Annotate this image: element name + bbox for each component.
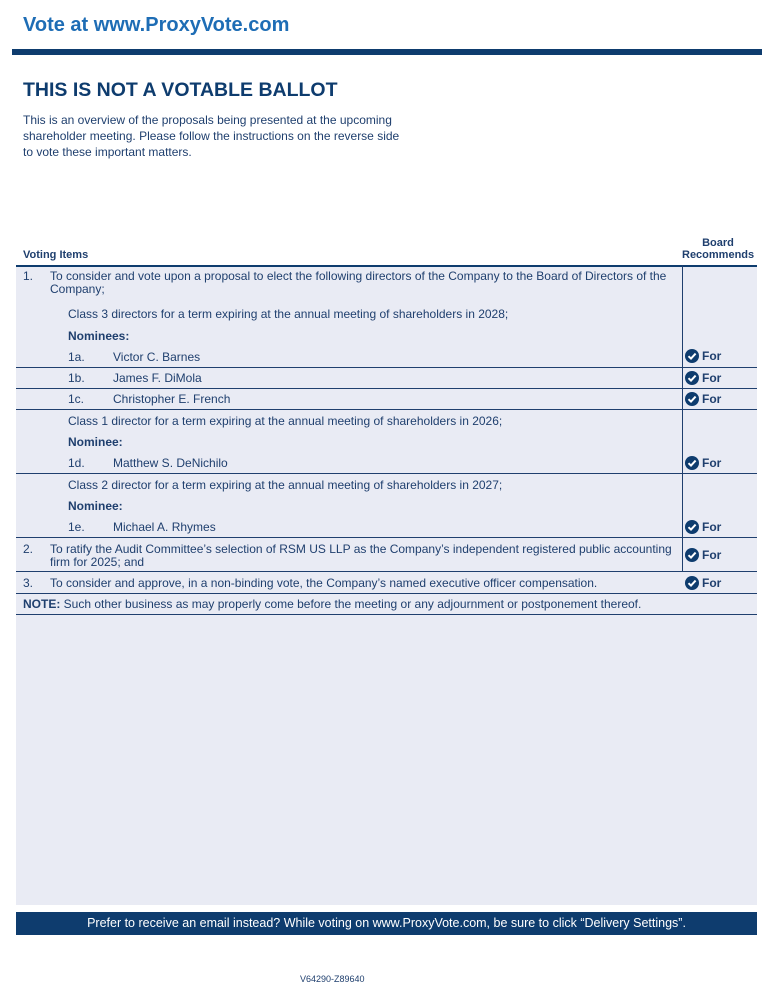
nominee-1c-number: 1c. <box>68 392 85 406</box>
nominee-label-1e: Nominee: <box>68 499 123 513</box>
check-circle-icon <box>685 548 699 562</box>
recommendation-label: For <box>702 520 722 534</box>
recommendation-1a <box>685 349 721 363</box>
row-divider <box>16 593 757 594</box>
recommendation-label: For <box>702 349 722 363</box>
proposal-2-text: To ratify the Audit Committee’s selection of RSM US LLP as the Company’s independent registered public accounting firm for 2025; and <box>50 542 672 569</box>
nominee-label-1d: Nominee: <box>68 435 123 449</box>
check-circle-icon <box>685 456 699 470</box>
recommendation-label: For <box>702 392 722 406</box>
nominee-1a-number: 1a. <box>68 350 85 364</box>
recommendation-3 <box>685 576 721 590</box>
class-1-text: Class 1 director for a term expiring at the annual meeting of shareholders in 2026; <box>68 414 503 428</box>
note-label: NOTE: <box>23 597 61 611</box>
proposal-1-text: To consider and vote upon a proposal to elect the following directors of the Company to the Board of Directors of the Company; <box>50 269 667 296</box>
recommendation-1b <box>685 371 721 385</box>
recommendation-label: For <box>702 371 722 385</box>
proposal-2-number: 2. <box>23 542 34 556</box>
row-divider <box>16 409 757 410</box>
row-divider <box>16 614 757 615</box>
note-text: Such other business as may properly come before the meeting or any adjournment or postponement thereof. <box>60 597 642 611</box>
check-circle-icon <box>685 576 699 590</box>
check-circle-icon <box>685 392 699 406</box>
proposal-1-number: 1. <box>23 269 34 283</box>
header-title: Vote at www.ProxyVote.com <box>23 14 290 36</box>
row-divider <box>16 388 757 389</box>
check-circle-icon <box>685 371 699 385</box>
row-divider <box>16 367 757 368</box>
row-divider <box>16 473 757 474</box>
column-divider <box>682 265 683 572</box>
note <box>23 598 641 611</box>
check-circle-icon <box>685 520 699 534</box>
document-code: V64290-Z89640 <box>300 974 365 984</box>
column-header-board-recommends <box>682 237 754 261</box>
row-divider <box>16 537 757 538</box>
proposal-3-text: To consider and approve, in a non-binding vote, the Company’s named executive officer compensation. <box>50 576 598 590</box>
footer-banner: Prefer to receive an email instead? While voting on www.ProxyVote.com, be sure to click “Delivery Settings”. <box>16 912 757 935</box>
intro-text: This is an overview of the proposals being presented at the upcoming shareholder meeting. Please follow the instructions on the reverse side to vote these important matters. <box>23 113 400 159</box>
header-rule <box>12 49 762 55</box>
nominee-1a-name: Victor C. Barnes <box>113 350 201 364</box>
column-header-board: Board <box>702 237 734 249</box>
recommendation-1c <box>685 392 721 406</box>
recommendation-label: For <box>702 576 722 590</box>
nominee-1e-number: 1e. <box>68 520 85 534</box>
class-3-text: Class 3 directors for a term expiring at the annual meeting of shareholders in 2028; <box>68 307 509 321</box>
column-header-recommends: Recommends <box>682 249 755 261</box>
recommendation-label: For <box>702 548 722 562</box>
recommendation-1e <box>685 520 721 534</box>
proposal-3-number: 3. <box>23 576 34 590</box>
check-circle-icon <box>685 349 699 363</box>
recommendation-label: For <box>702 456 722 470</box>
row-divider <box>16 571 757 572</box>
column-header-voting-items: Voting Items <box>23 249 89 261</box>
nominees-label: Nominees: <box>68 329 130 343</box>
table-top-rule <box>16 265 757 267</box>
nominee-1d-name: Matthew S. DeNichilo <box>113 456 228 470</box>
class-2-text: Class 2 director for a term expiring at the annual meeting of shareholders in 2027; <box>68 478 503 492</box>
ballot-title: THIS IS NOT A VOTABLE BALLOT <box>23 79 338 101</box>
nominee-1c-name: Christopher E. French <box>113 392 231 406</box>
nominee-1b-number: 1b. <box>68 371 85 385</box>
nominee-1e-name: Michael A. Rhymes <box>113 520 216 534</box>
nominee-1b-name: James F. DiMola <box>113 371 202 385</box>
recommendation-2 <box>685 548 721 562</box>
recommendation-1d <box>685 456 721 470</box>
nominee-1d-number: 1d. <box>68 456 85 470</box>
